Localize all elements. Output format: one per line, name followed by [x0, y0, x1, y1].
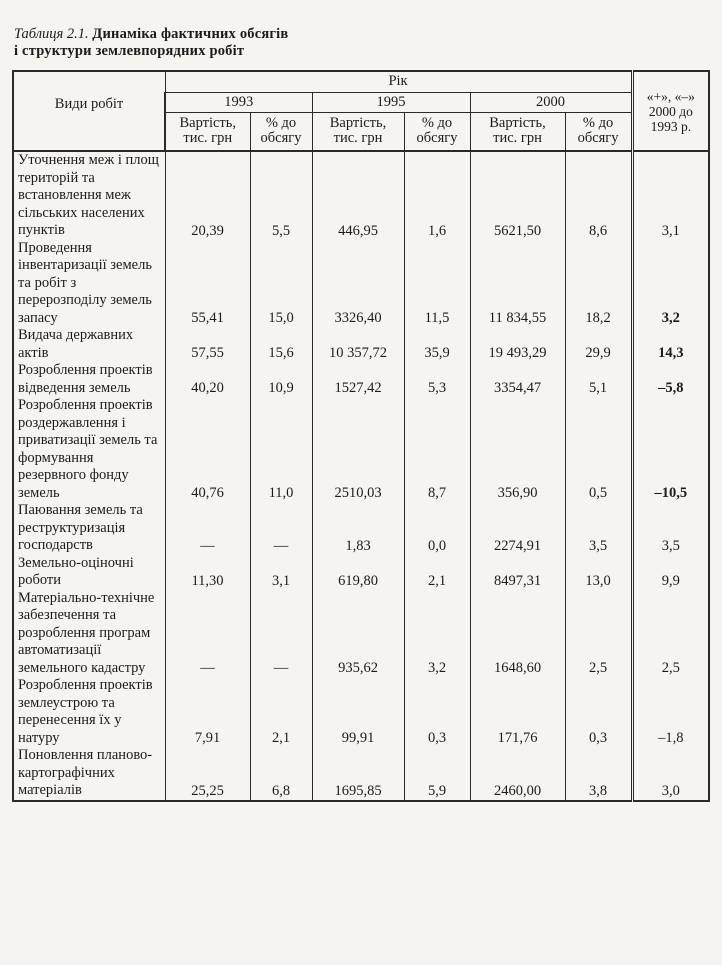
change-value: 3,5	[632, 502, 709, 555]
change-value: 3,1	[632, 151, 709, 240]
cost-1993: —	[165, 590, 250, 678]
pct-1995: 5,9	[404, 747, 470, 801]
table-row	[13, 362, 709, 397]
pct-1993: 15,6	[250, 327, 312, 362]
header-pct-unit: обсягу	[577, 130, 619, 147]
work-name: Розроблення проектів відведення земель	[13, 362, 165, 397]
change-value: 3,0	[632, 747, 709, 801]
cost-2000: 2460,00	[470, 747, 565, 801]
header-cost-2000	[470, 112, 565, 151]
header-cost-1995	[312, 112, 404, 151]
pct-1995: 0,3	[404, 677, 470, 747]
work-name: Видача державних актів	[13, 327, 165, 362]
pct-2000: 0,3	[565, 677, 632, 747]
header-cost-unit: тис. грн	[183, 130, 233, 147]
cost-1993: 57,55	[165, 327, 250, 362]
work-name: Розроблення проектів роздержавлення і приватизації земель та формування резервного фонду земель	[13, 397, 165, 502]
header-cost-1993	[165, 112, 250, 151]
header-works: Види робіт	[13, 71, 165, 151]
pct-1993: —	[250, 590, 312, 678]
work-name: Уточнення меж і площ територій та встановлення меж сільських населених пунктів	[13, 151, 165, 240]
header-pct-label: % до	[421, 115, 453, 132]
header-pct-label: % до	[582, 115, 614, 132]
work-name: Розроблення проектів землеустрою та перенесення їх у натуру	[13, 677, 165, 747]
header-pct-label: % до	[265, 115, 297, 132]
cost-2000: 11 834,55	[470, 240, 565, 328]
cost-2000: 2274,91	[470, 502, 565, 555]
table-row	[13, 502, 709, 555]
header-cost-label: Вартість,	[329, 115, 387, 132]
pct-2000: 18,2	[565, 240, 632, 328]
work-name: Проведення інвентаризації земель та робіт з перерозподілу земель запасу	[13, 240, 165, 328]
cost-2000: 1648,60	[470, 590, 565, 678]
pct-1995: 3,2	[404, 590, 470, 678]
change-value: 9,9	[632, 555, 709, 590]
header-pct-unit: обсягу	[416, 130, 458, 147]
cost-1995: 1,83	[312, 502, 404, 555]
table-row	[13, 590, 709, 678]
cost-1993: 7,91	[165, 677, 250, 747]
cost-2000: 171,76	[470, 677, 565, 747]
table-row	[13, 151, 709, 240]
pct-1993: 6,8	[250, 747, 312, 801]
header-year-1995: 1995	[312, 92, 470, 112]
table-title-line-1: Динаміка фактичних обсягів	[92, 26, 289, 42]
pct-2000: 3,5	[565, 502, 632, 555]
change-value: –10,5	[632, 397, 709, 502]
table-row	[13, 677, 709, 747]
pct-2000: 8,6	[565, 151, 632, 240]
header-cost-label: Вартість,	[179, 115, 237, 132]
cost-1993: 55,41	[165, 240, 250, 328]
cost-1993: 40,20	[165, 362, 250, 397]
cost-1995: 935,62	[312, 590, 404, 678]
cost-1993: 40,76	[165, 397, 250, 502]
header-cost-unit: тис. грн	[333, 130, 383, 147]
header-change	[632, 71, 709, 151]
header-year-group: Рік	[165, 71, 632, 92]
work-name: Поновлення планово-картографічних матеріалів	[13, 747, 165, 801]
pct-1995: 8,7	[404, 397, 470, 502]
cost-1995: 2510,03	[312, 397, 404, 502]
cost-1995: 3326,40	[312, 240, 404, 328]
header-cost-unit: тис. грн	[493, 130, 542, 147]
pct-2000: 3,8	[565, 747, 632, 801]
cost-1993: 20,39	[165, 151, 250, 240]
table-row	[13, 747, 709, 801]
cost-1993: 25,25	[165, 747, 250, 801]
table-row	[13, 397, 709, 502]
works-table	[12, 70, 710, 802]
cost-1995: 619,80	[312, 555, 404, 590]
table-number: Таблиця 2.1.	[14, 26, 89, 42]
table-row	[13, 240, 709, 328]
header-change-line-1: «+», «–»	[646, 88, 695, 104]
pct-2000: 0,5	[565, 397, 632, 502]
table-row	[13, 555, 709, 590]
change-value: –5,8	[632, 362, 709, 397]
cost-1995: 99,91	[312, 677, 404, 747]
header-cost-label: Вартість,	[489, 115, 546, 132]
cost-1995: 10 357,72	[312, 327, 404, 362]
change-value: 3,2	[632, 240, 709, 328]
pct-1993: 11,0	[250, 397, 312, 502]
pct-1993: 10,9	[250, 362, 312, 397]
cost-1993: 11,30	[165, 555, 250, 590]
cost-2000: 19 493,29	[470, 327, 565, 362]
cost-2000: 5621,50	[470, 151, 565, 240]
header-year-1993: 1993	[165, 92, 312, 112]
pct-1995: 0,0	[404, 502, 470, 555]
table-body	[13, 151, 709, 801]
change-value: 14,3	[632, 327, 709, 362]
cost-2000: 8497,31	[470, 555, 565, 590]
header-pct-1993	[250, 112, 312, 151]
pct-2000: 13,0	[565, 555, 632, 590]
header-change-line-2: 2000 до	[648, 103, 693, 119]
cost-2000: 356,90	[470, 397, 565, 502]
table-title-line-2: і структури землевпорядних робіт	[14, 43, 245, 59]
pct-1993: 3,1	[250, 555, 312, 590]
change-value: 2,5	[632, 590, 709, 678]
header-change-line-3: 1993 р.	[650, 118, 692, 134]
cost-1995: 1527,42	[312, 362, 404, 397]
header-pct-unit: обсягу	[260, 130, 302, 147]
pct-1995: 35,9	[404, 327, 470, 362]
pct-1993: 2,1	[250, 677, 312, 747]
table-caption	[14, 26, 288, 60]
pct-1993: 5,5	[250, 151, 312, 240]
table-row	[13, 327, 709, 362]
pct-1995: 1,6	[404, 151, 470, 240]
header-year-2000: 2000	[470, 92, 632, 112]
cost-2000: 3354,47	[470, 362, 565, 397]
change-value: –1,8	[632, 677, 709, 747]
pct-1993: —	[250, 502, 312, 555]
work-name: Матеріально-технічне забезпечення та розроблення програм автоматизації земельного кадастру	[13, 590, 165, 678]
cost-1995: 1695,85	[312, 747, 404, 801]
cost-1993: —	[165, 502, 250, 555]
pct-2000: 5,1	[565, 362, 632, 397]
work-name: Паювання земель та реструктуризація господарств	[13, 502, 165, 555]
header-pct-1995	[404, 112, 470, 151]
pct-2000: 29,9	[565, 327, 632, 362]
pct-1995: 5,3	[404, 362, 470, 397]
work-name: Земельно-оціночні роботи	[13, 555, 165, 590]
pct-1995: 2,1	[404, 555, 470, 590]
header-pct-2000	[565, 112, 632, 151]
cost-1995: 446,95	[312, 151, 404, 240]
pct-2000: 2,5	[565, 590, 632, 678]
pct-1995: 11,5	[404, 240, 470, 328]
pct-1993: 15,0	[250, 240, 312, 328]
